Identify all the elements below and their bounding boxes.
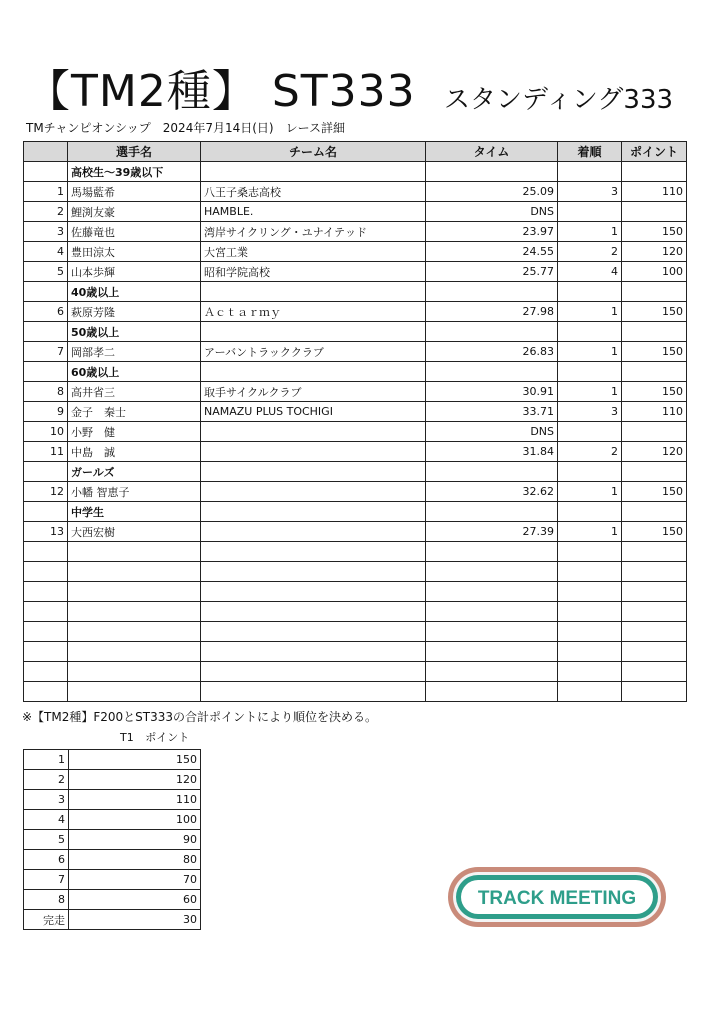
rider-row — [24, 242, 687, 262]
col-header-name: 選手名 — [68, 142, 201, 162]
rider-name: 金子 秦士 — [68, 402, 201, 422]
empty-cell — [201, 542, 426, 562]
results-table — [23, 141, 687, 702]
empty-cell — [622, 542, 687, 562]
rider-name: 山本歩輝 — [68, 262, 201, 282]
finish-time: 23.97 — [426, 222, 558, 242]
track-meeting-logo-graphic — [447, 866, 667, 928]
finish-time: 25.77 — [426, 262, 558, 282]
team-cell — [201, 162, 426, 182]
empty-cell — [426, 602, 558, 622]
points-cell — [622, 362, 687, 382]
points-amount: 110 — [69, 790, 201, 810]
category-row — [24, 282, 687, 302]
rider-name: 高井省三 — [68, 382, 201, 402]
time-cell — [426, 462, 558, 482]
team-name: Ａｃｔａｒｍｙ — [201, 302, 426, 322]
row-number: 4 — [24, 242, 68, 262]
points-value: 100 — [622, 262, 687, 282]
points-amount: 150 — [69, 750, 201, 770]
finish-place: 1 — [558, 342, 622, 362]
rider-name: 小幡 智恵子 — [68, 482, 201, 502]
empty-cell — [24, 622, 68, 642]
empty-cell — [622, 562, 687, 582]
rider-name: 岡部孝二 — [68, 342, 201, 362]
rider-row — [24, 422, 687, 442]
time-cell — [426, 322, 558, 342]
empty-cell — [201, 562, 426, 582]
rider-row — [24, 522, 687, 542]
finish-time: 26.83 — [426, 342, 558, 362]
logo-text: TRACK MEETING — [477, 888, 637, 909]
team-name: HAMBLE. — [201, 202, 426, 222]
empty-cell — [558, 622, 622, 642]
empty-cell — [24, 662, 68, 682]
points-place: 2 — [24, 770, 69, 790]
finish-time: 25.09 — [426, 182, 558, 202]
place-cell — [558, 282, 622, 302]
team-name: NAMAZU PLUS TOCHIGI — [201, 402, 426, 422]
empty-cell — [426, 582, 558, 602]
category-row — [24, 502, 687, 522]
results-header-row — [24, 142, 687, 162]
points-amount: 60 — [69, 890, 201, 910]
row-number: 8 — [24, 382, 68, 402]
points-value: 110 — [622, 182, 687, 202]
points-row — [24, 810, 201, 830]
row-number — [24, 362, 68, 382]
empty-row — [24, 542, 687, 562]
row-number — [24, 282, 68, 302]
empty-cell — [24, 642, 68, 662]
empty-cell — [558, 562, 622, 582]
team-name: 大宮工業 — [201, 242, 426, 262]
empty-cell — [558, 582, 622, 602]
empty-cell — [201, 642, 426, 662]
points-amount: 80 — [69, 850, 201, 870]
col-header-team: チーム名 — [201, 142, 426, 162]
row-number: 12 — [24, 482, 68, 502]
finish-time: 30.91 — [426, 382, 558, 402]
points-value: 120 — [622, 442, 687, 462]
empty-cell — [24, 542, 68, 562]
empty-cell — [68, 582, 201, 602]
col-header-place: 着順 — [558, 142, 622, 162]
rider-row — [24, 342, 687, 362]
finish-time: DNS — [426, 202, 558, 222]
team-cell — [201, 462, 426, 482]
category-row — [24, 162, 687, 182]
empty-cell — [558, 602, 622, 622]
page-title: 【TM2種】 ST333 — [26, 66, 416, 117]
time-cell — [426, 282, 558, 302]
points-value — [622, 422, 687, 442]
points-value: 150 — [622, 482, 687, 502]
empty-cell — [558, 662, 622, 682]
team-cell — [201, 322, 426, 342]
team-name: アーバントラッククラブ — [201, 342, 426, 362]
team-cell — [201, 282, 426, 302]
points-place: 6 — [24, 850, 69, 870]
points-value: 150 — [622, 342, 687, 362]
points-table — [23, 749, 201, 930]
row-number: 3 — [24, 222, 68, 242]
empty-cell — [426, 542, 558, 562]
empty-cell — [558, 542, 622, 562]
place-cell — [558, 322, 622, 342]
row-number — [24, 502, 68, 522]
points-row — [24, 830, 201, 850]
empty-cell — [622, 662, 687, 682]
points-place: 5 — [24, 830, 69, 850]
col-header-no — [24, 142, 68, 162]
finish-time: 33.71 — [426, 402, 558, 422]
row-number: 13 — [24, 522, 68, 542]
points-row — [24, 790, 201, 810]
category-label: 中学生 — [68, 502, 201, 522]
col-header-points: ポイント — [622, 142, 687, 162]
empty-cell — [24, 602, 68, 622]
points-table-header — [120, 731, 189, 745]
empty-cell — [201, 622, 426, 642]
finish-place: 2 — [558, 242, 622, 262]
track-meeting-logo — [447, 866, 667, 928]
finish-time: 24.55 — [426, 242, 558, 262]
rider-row — [24, 182, 687, 202]
empty-cell — [426, 642, 558, 662]
empty-row — [24, 602, 687, 622]
category-label: ガールズ — [68, 462, 201, 482]
row-number: 2 — [24, 202, 68, 222]
empty-cell — [426, 562, 558, 582]
row-number — [24, 462, 68, 482]
team-cell — [201, 362, 426, 382]
empty-cell — [68, 542, 201, 562]
team-name — [201, 482, 426, 502]
points-place: 4 — [24, 810, 69, 830]
row-number: 9 — [24, 402, 68, 422]
empty-cell — [622, 682, 687, 702]
finish-time: 32.62 — [426, 482, 558, 502]
empty-row — [24, 642, 687, 662]
points-amount: 100 — [69, 810, 201, 830]
ranking-note: ※【TM2種】F200とST333の合計ポイントにより順位を決める。 — [22, 710, 378, 724]
points-row — [24, 850, 201, 870]
row-number: 10 — [24, 422, 68, 442]
row-number: 1 — [24, 182, 68, 202]
rider-name: 佐藤竜也 — [68, 222, 201, 242]
rider-row — [24, 382, 687, 402]
category-label: 50歳以上 — [68, 322, 201, 342]
empty-row — [24, 582, 687, 602]
finish-time: 27.39 — [426, 522, 558, 542]
rider-row — [24, 402, 687, 422]
row-number: 6 — [24, 302, 68, 322]
time-cell — [426, 162, 558, 182]
points-row — [24, 890, 201, 910]
finish-place: 1 — [558, 302, 622, 322]
empty-row — [24, 682, 687, 702]
category-row — [24, 362, 687, 382]
finish-time: DNS — [426, 422, 558, 442]
empty-cell — [68, 642, 201, 662]
team-cell — [201, 502, 426, 522]
empty-cell — [201, 602, 426, 622]
empty-cell — [201, 662, 426, 682]
points-body — [24, 750, 201, 930]
team-name — [201, 442, 426, 462]
time-cell — [426, 362, 558, 382]
finish-place: 1 — [558, 222, 622, 242]
empty-cell — [24, 562, 68, 582]
finish-place: 3 — [558, 402, 622, 422]
points-place: 8 — [24, 890, 69, 910]
points-row — [24, 750, 201, 770]
empty-cell — [426, 662, 558, 682]
empty-row — [24, 562, 687, 582]
category-label: 60歳以上 — [68, 362, 201, 382]
place-cell — [558, 462, 622, 482]
rider-name: 中島 誠 — [68, 442, 201, 462]
points-place: 3 — [24, 790, 69, 810]
points-cell — [622, 462, 687, 482]
empty-row — [24, 622, 687, 642]
rider-row — [24, 302, 687, 322]
points-cell — [622, 282, 687, 302]
points-place: 7 — [24, 870, 69, 890]
team-name: 湾岸サイクリング・ユナイテッド — [201, 222, 426, 242]
empty-cell — [68, 682, 201, 702]
points-value — [622, 202, 687, 222]
points-amount: 30 — [69, 910, 201, 930]
category-label: 高校生～39歳以下 — [68, 162, 201, 182]
finish-place: 1 — [558, 522, 622, 542]
place-cell — [558, 502, 622, 522]
rider-row — [24, 202, 687, 222]
place-cell — [558, 162, 622, 182]
rider-name: 豊田涼太 — [68, 242, 201, 262]
finish-time: 31.84 — [426, 442, 558, 462]
empty-cell — [24, 682, 68, 702]
empty-cell — [558, 682, 622, 702]
page-subtitle: スタンディング333 — [444, 85, 674, 115]
results-body — [24, 162, 687, 702]
rider-row — [24, 222, 687, 242]
team-name — [201, 522, 426, 542]
team-name: 取手サイクルクラブ — [201, 382, 426, 402]
points-value: 150 — [622, 382, 687, 402]
rider-name: 馬場藍希 — [68, 182, 201, 202]
empty-cell — [68, 602, 201, 622]
points-value: 110 — [622, 402, 687, 422]
points-row — [24, 870, 201, 890]
empty-cell — [622, 582, 687, 602]
points-cell — [622, 322, 687, 342]
empty-cell — [201, 582, 426, 602]
team-name — [201, 422, 426, 442]
team-name: 八王子桑志高校 — [201, 182, 426, 202]
points-cell — [622, 502, 687, 522]
empty-cell — [68, 562, 201, 582]
row-number: 7 — [24, 342, 68, 362]
row-number: 5 — [24, 262, 68, 282]
empty-cell — [68, 662, 201, 682]
empty-cell — [622, 622, 687, 642]
category-label: 40歳以上 — [68, 282, 201, 302]
finish-place: 1 — [558, 382, 622, 402]
place-cell — [558, 362, 622, 382]
finish-time: 27.98 — [426, 302, 558, 322]
points-header-t1: T1 — [120, 731, 134, 744]
points-cell — [622, 162, 687, 182]
event-line: TMチャンピオンシップ 2024年7月14日(日) レース詳細 — [26, 121, 345, 135]
row-number — [24, 322, 68, 342]
finish-place — [558, 422, 622, 442]
col-header-time: タイム — [426, 142, 558, 162]
points-value: 120 — [622, 242, 687, 262]
category-row — [24, 462, 687, 482]
finish-place: 3 — [558, 182, 622, 202]
points-value: 150 — [622, 522, 687, 542]
rider-row — [24, 262, 687, 282]
rider-name: 小野 健 — [68, 422, 201, 442]
empty-cell — [24, 582, 68, 602]
empty-cell — [558, 642, 622, 662]
empty-cell — [622, 602, 687, 622]
empty-cell — [68, 622, 201, 642]
points-value: 150 — [622, 302, 687, 322]
points-row — [24, 910, 201, 930]
rider-row — [24, 482, 687, 502]
rider-name: 鯉渕友豪 — [68, 202, 201, 222]
team-name: 昭和学院高校 — [201, 262, 426, 282]
empty-row — [24, 662, 687, 682]
points-header-label: ポイント — [145, 731, 190, 744]
points-amount: 90 — [69, 830, 201, 850]
points-amount: 70 — [69, 870, 201, 890]
row-number — [24, 162, 68, 182]
points-place: 1 — [24, 750, 69, 770]
finish-place: 2 — [558, 442, 622, 462]
points-amount: 120 — [69, 770, 201, 790]
empty-cell — [622, 642, 687, 662]
finish-place: 4 — [558, 262, 622, 282]
empty-cell — [426, 622, 558, 642]
rider-row — [24, 442, 687, 462]
time-cell — [426, 502, 558, 522]
points-place: 完走 — [24, 910, 69, 930]
rider-name: 大西宏樹 — [68, 522, 201, 542]
empty-cell — [426, 682, 558, 702]
rider-name: 萩原芳隆 — [68, 302, 201, 322]
finish-place — [558, 202, 622, 222]
finish-place: 1 — [558, 482, 622, 502]
points-value: 150 — [622, 222, 687, 242]
row-number: 11 — [24, 442, 68, 462]
category-row — [24, 322, 687, 342]
empty-cell — [201, 682, 426, 702]
points-row — [24, 770, 201, 790]
